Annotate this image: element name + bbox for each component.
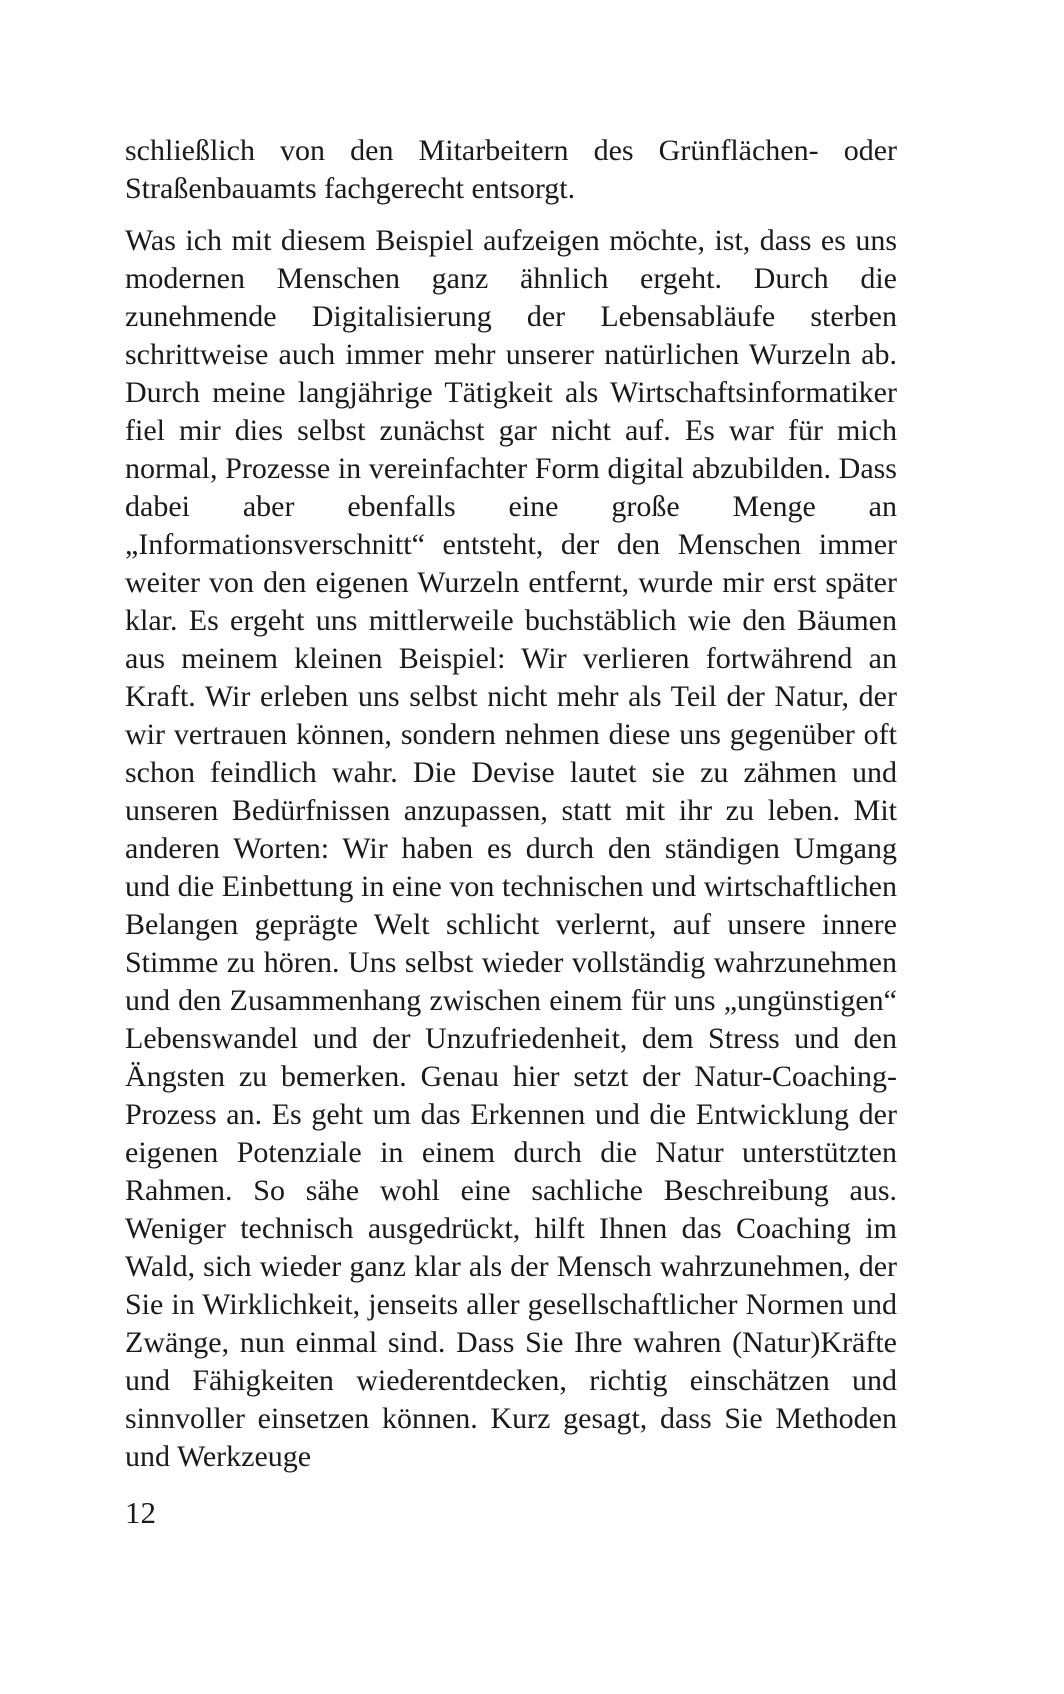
- page-number: 12: [125, 1495, 156, 1530]
- paragraph-2: Was ich mit diesem Beispiel aufzeigen möchte, ist, dass es uns modernen Menschen ganz ähnlich ergeht. Durch die zunehmende Digitalisierung der Lebensabläufe sterben schrittweise auch immer mehr unserer natürlichen Wurzeln ab. Durch meine langjährige Tätigkeit als Wirtschaftsinformatiker fiel mir dies selbst zunächst gar nicht auf. Es war für mich normal, Prozesse in vereinfachter Form digital abzubilden. Dass dabei aber ebenfalls eine große Menge an „Informationsverschnitt“ entsteht, der den Menschen immer weiter von den eigenen Wurzeln entfernt, wurde mir erst später klar. Es ergeht uns mittlerweile buchstäblich wie den Bäumen aus meinem kleinen Beispiel: Wir verlieren fortwährend an Kraft. Wir erleben uns selbst nicht mehr als Teil der Natur, der wir vertrauen können, sondern nehmen diese uns gegenüber oft schon feindlich wahr. Die Devise lautet sie zu zähmen und unseren Bedürfnissen anzupassen, statt mit ihr zu leben. Mit anderen Worten: Wir haben es durch den ständigen Umgang und die Einbettung in eine von technischen und wirtschaftlichen Belangen geprägte Welt schlicht verlernt, auf unsere innere Stimme zu hören. Uns selbst wieder vollständig wahrzunehmen und den Zusammenhang zwischen einem für uns „ungünstigen“ Lebenswandel und der Unzufriedenheit, dem Stress und den Ängsten zu bemerken. Genau hier setzt der Natur-Coaching-Prozess an. Es geht um das Erkennen und die Entwicklung der eigenen Potenziale in einem durch die Natur unterstützten Rahmen. So sähe wohl eine sachliche Beschreibung aus. Weniger technisch ausgedrückt, hilft Ihnen das Coaching im Wald, sich wieder ganz klar als der Mensch wahrzunehmen, der Sie in Wirklichkeit, jenseits aller gesellschaftlicher Normen und Zwänge, nun einmal sind. Dass Sie Ihre wahren (Natur)Kräfte und Fähigkeiten wiederentdecken, richtig einschätzen und sinnvoller einsetzen können. Kurz gesagt, dass Sie Methoden und Werkzeuge: [125, 224, 897, 1473]
- body-text: [125, 132, 897, 1476]
- paragraph-1: schließlich von den Mitarbeitern des Grünflächen- oder Straßenbauamts fachgerecht entsorgt.: [125, 134, 897, 205]
